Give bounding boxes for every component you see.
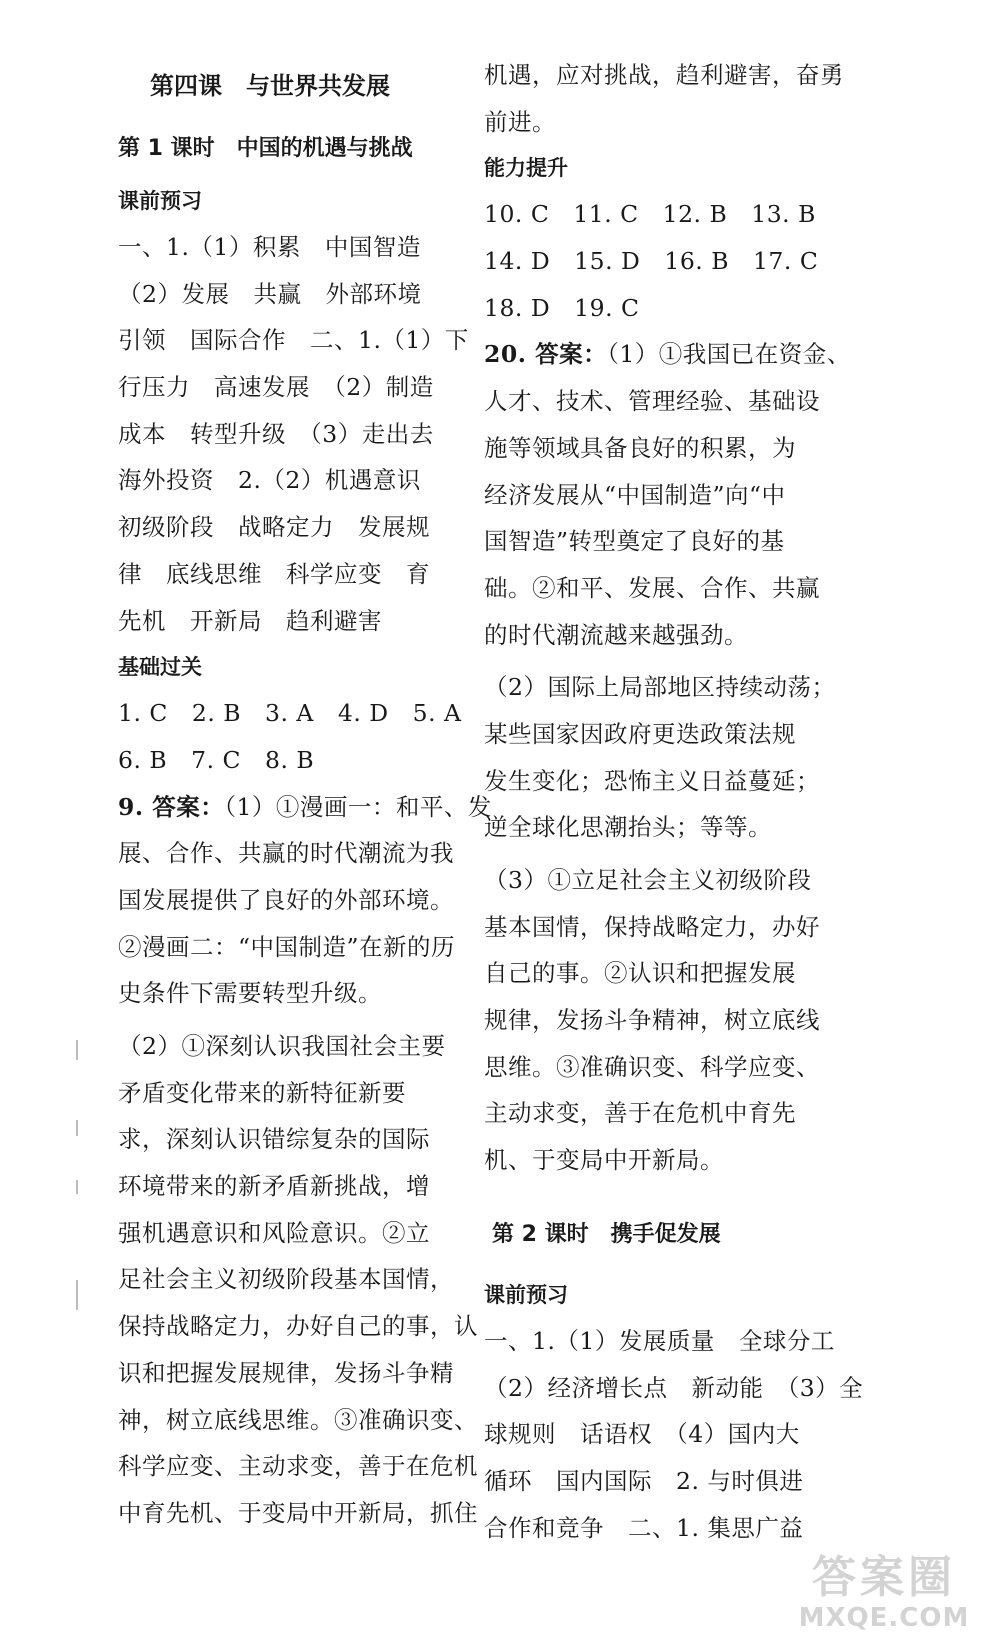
preview-heading: 课前预习 — [484, 1282, 568, 1307]
text-line: 律 底线思维 科学应变 育 — [118, 559, 430, 588]
question-20-answer — [484, 331, 851, 1183]
lesson-title: 第四课 与世界共发展 — [150, 71, 390, 100]
text-line: 合作和竞争 二、1. 集思广益 — [484, 1513, 804, 1542]
basics-heading: 基础过关 — [118, 655, 202, 680]
text-line: （2）经济增长点 新动能 （3）全 — [484, 1373, 864, 1402]
multiple-choice-answers — [484, 191, 830, 331]
text-line: 基本国情，保持战略定力，办好 — [484, 912, 820, 941]
watermark — [794, 1553, 974, 1633]
text-line: 保持战略定力，办好自己的事，认 — [118, 1312, 478, 1341]
text-line: 先机 开新局 趋利避害 — [118, 606, 382, 635]
text-line: 某些国家因政府更迭政策法规 — [484, 719, 796, 748]
text-line: 发生变化；恐怖主义日益蔓延； — [484, 766, 820, 795]
text-line: 6. B 7. C 8. B — [118, 745, 315, 774]
text-line: 神，树立底线思维。③准确识变、 — [118, 1405, 478, 1434]
text-line: 识和把握发展规律，发扬斗争精 — [118, 1358, 454, 1387]
text-line: 思维。③准确识变、科学应变、 — [484, 1052, 820, 1081]
period-2-title: 第 2 课时 携手促发展 — [492, 1221, 721, 1247]
text-line: 的时代潮流越来越强劲。 — [484, 620, 748, 649]
text-line: 主动求变，善于在危机中育先 — [484, 1099, 796, 1128]
text-line: 础。②和平、发展、合作、共赢 — [484, 573, 820, 602]
watermark-logo: 答案圈 — [812, 1552, 956, 1603]
text-line: 14. D 15. D 16. B 17. C — [484, 247, 819, 276]
text-line: 自己的事。②认识和把握发展 — [484, 959, 796, 988]
text-line: 经济发展从“中国制造”向“中 — [484, 480, 786, 509]
text-line: 球规则 话语权 （4）国内大 — [484, 1420, 800, 1449]
text-line: 行压力 高速发展 （2）制造 — [118, 373, 434, 402]
text-line: 逆全球化思潮抬头；等等。 — [484, 813, 772, 842]
text-line: 前进。 — [484, 107, 556, 136]
text-line: 强机遇意识和风险意识。②立 — [118, 1218, 430, 1247]
text-line: （1）①漫画一：和平、发 — [224, 792, 492, 821]
question-label: 9. 答案： — [118, 792, 225, 821]
text-line: 成本 转型升级 （3）走出去 — [118, 419, 434, 448]
text-line: 国智造”转型奠定了良好的基 — [484, 527, 785, 556]
text-line: 施等领域具备良好的积累，为 — [484, 433, 796, 462]
text-line: （1）①我国已在资金、 — [607, 340, 851, 369]
text-line: 足社会主义初级阶段基本国情， — [118, 1265, 454, 1294]
ability-heading: 能力提升 — [484, 156, 568, 181]
text-line: 国发展提供了良好的外部环境。 — [118, 885, 454, 914]
question-9-answer — [118, 784, 492, 1537]
text-line: 人才、技术、管理经验、基础设 — [484, 387, 820, 416]
right-column — [484, 52, 864, 1551]
left-column — [118, 52, 492, 1537]
question-label: 20. 答案： — [484, 340, 608, 369]
text-line: 中育先机、于变局中开新局，抓住 — [118, 1498, 478, 1527]
text-line: 18. D 19. C — [484, 293, 640, 322]
text-line: 海外投资 2.（2）机遇意识 — [118, 466, 421, 495]
text-line: 机、于变局中开新局。 — [484, 1146, 724, 1175]
text-line: 求，深刻认识错综复杂的国际 — [118, 1125, 430, 1154]
text-line: 史条件下需要转型升级。 — [118, 979, 382, 1008]
preview-heading: 课前预习 — [118, 189, 202, 213]
text-line: 规律，发扬斗争精神，树立底线 — [484, 1006, 820, 1035]
period-1-title: 第 1 课时 中国的机遇与挑战 — [118, 136, 413, 161]
text-line: （2）国际上局部地区持续动荡； — [484, 673, 836, 702]
multiple-choice-answers — [118, 690, 462, 783]
text-line: （3）①立足社会主义初级阶段 — [484, 866, 812, 894]
text-line: 一、1.（1）积累 中国智造 — [118, 233, 421, 261]
text-line: 一、1.（1）发展质量 全球分工 — [484, 1326, 835, 1355]
text-line: 10. C 11. C 12. B 13. B — [484, 200, 816, 229]
text-line: 引领 国际合作 二、1.（1）下 — [118, 326, 469, 355]
text-line: 环境带来的新矛盾新挑战，增 — [118, 1172, 430, 1201]
text-line: 初级阶段 战略定力 发展规 — [118, 513, 430, 542]
preview-answers — [118, 224, 469, 644]
text-line: ②漫画二：“中国制造”在新的历 — [118, 932, 456, 961]
text-line: 循环 国内国际 2. 与时俱进 — [484, 1466, 804, 1495]
text-line: （2）①深刻认识我国社会主要 — [118, 1032, 446, 1060]
text-line: （2）发展 共赢 外部环境 — [118, 279, 422, 308]
text-line: 展、合作、共赢的时代潮流为我 — [118, 839, 454, 868]
text-line: 1. C 2. B 3. A 4. D 5. A — [118, 699, 462, 728]
text-line: 矛盾变化带来的新特征新要 — [118, 1078, 406, 1107]
text-line: 科学应变、主动求变，善于在危机 — [118, 1452, 478, 1481]
text-line: 机遇，应对挑战，趋利避害，奋勇 — [484, 61, 844, 89]
preview-answers — [484, 1318, 864, 1551]
watermark-url: MXQE.COM — [798, 1603, 970, 1633]
